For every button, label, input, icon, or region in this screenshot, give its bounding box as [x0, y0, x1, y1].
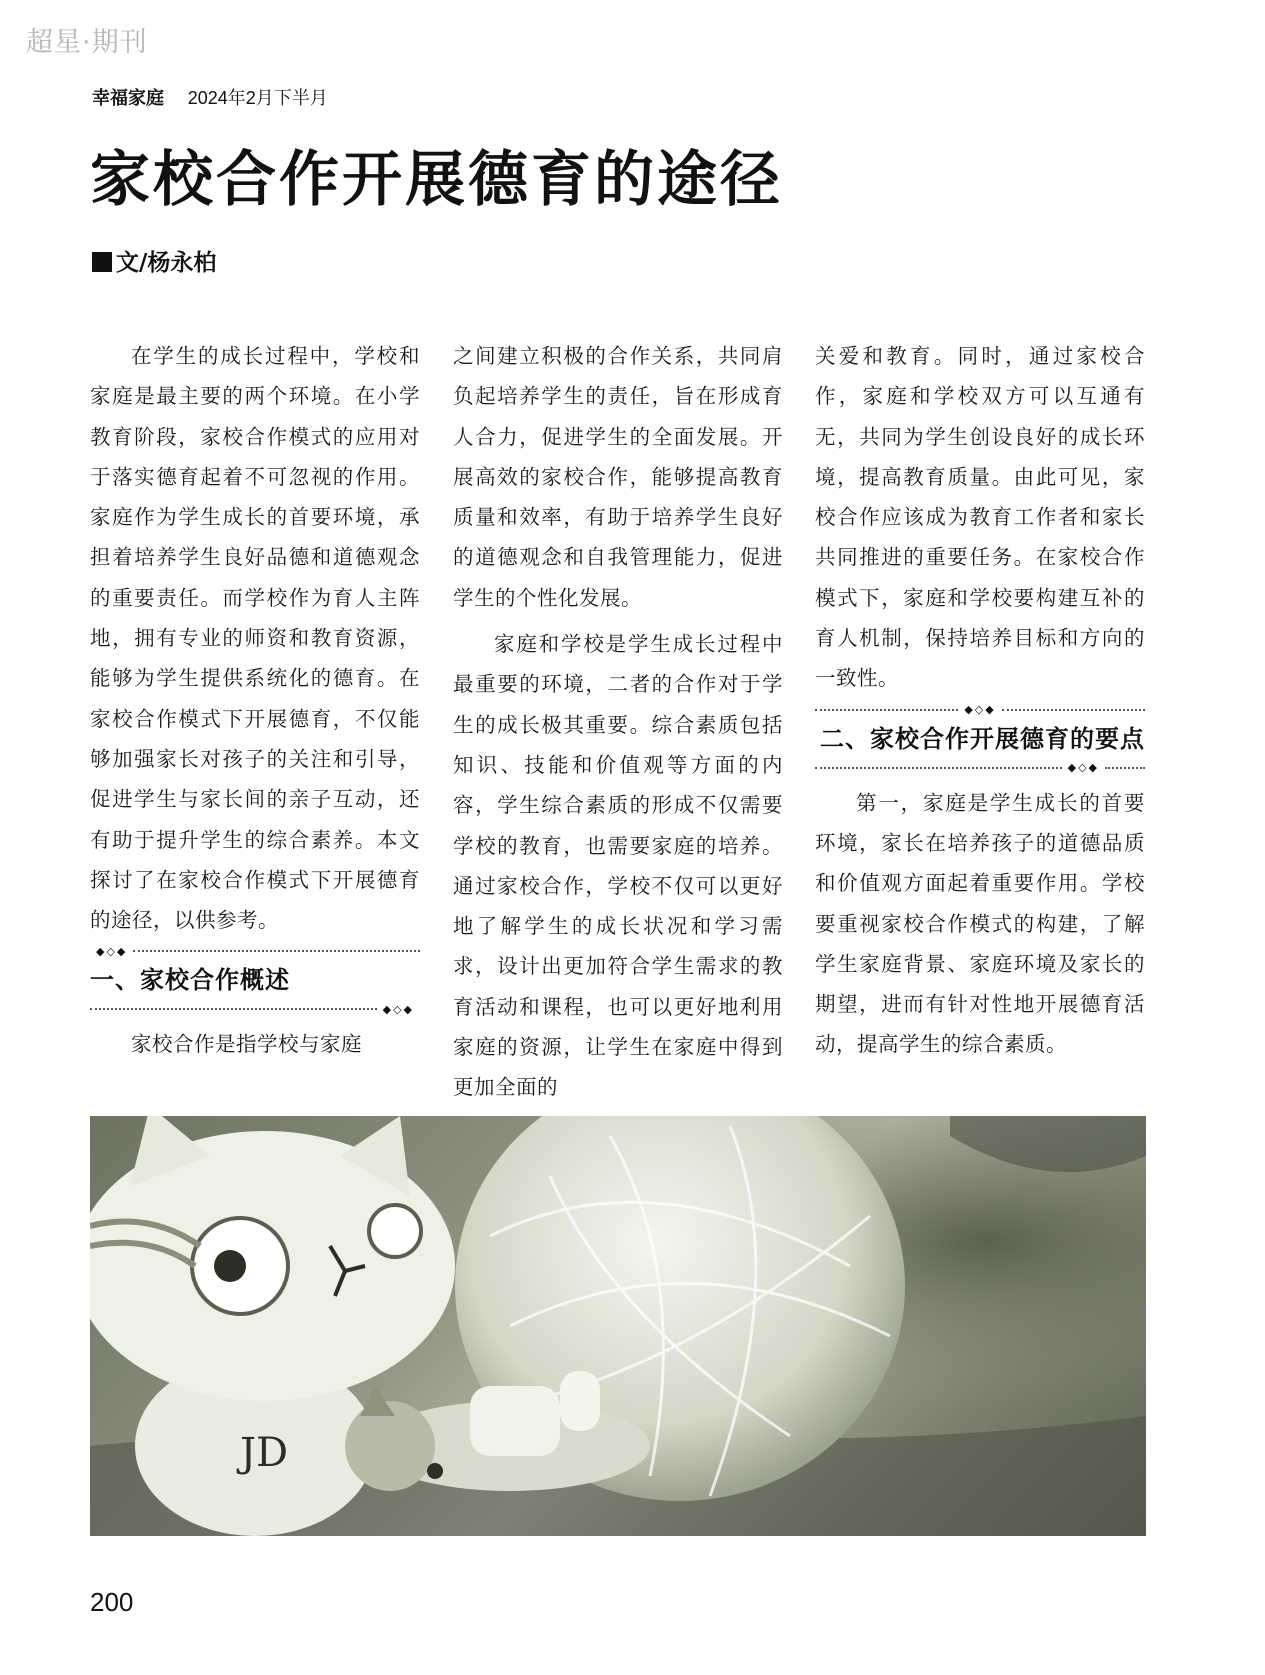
paragraph: 家校合作是指学校与家庭 [131, 1032, 362, 1057]
dotted-rule [90, 1008, 377, 1010]
column-2 [453, 336, 783, 1108]
paragraph: 关爱和教育。同时，通过家校合作，家庭和学校双方可以互通有无，共同为学生创设良好的成长环境，提高教育质量。由此可见，家校合作应该成为教育工作者和家长共同推进的重要任务。在家校合作模式下，家庭和学校要构建互补的育人机制，保持培养目标和方向的一致性。 [815, 344, 1145, 691]
diamond-ornament-icon: ◆◇◆ [1067, 761, 1099, 775]
column-3 [815, 336, 1145, 1065]
ornament-top [90, 942, 420, 960]
article-title: 家校合作开展德育的途径 [90, 145, 783, 215]
diamond-ornament-icon: ◆◇◆ [96, 944, 128, 958]
section-title: 一、家校合作概述 [90, 965, 290, 995]
byline-square-icon [92, 252, 112, 272]
watermark: 超星·期刊 [26, 27, 148, 58]
column-1 [90, 336, 420, 1065]
diamond-ornament-icon: ◆◇◆ [964, 703, 996, 717]
dotted-rule [815, 709, 958, 711]
ornament-bottom [815, 759, 1145, 777]
issue-date: 2024年2月下半月 [187, 88, 328, 108]
byline [92, 244, 216, 277]
dotted-rule [133, 950, 420, 952]
dotted-rule [1105, 767, 1145, 769]
ornament-bottom [90, 1000, 420, 1018]
section-heading-2 [815, 701, 1145, 777]
svg-text:JD: JD [240, 1430, 289, 1476]
paragraph: 家庭和学校是学生成长过程中最重要的环境，二者的合作对于学生的成长极其重要。综合素质包括知识、技能和价值观等方面的内容，学生综合素质的形成不仅需要学校的教育，也需要家庭的培养。通过家校合作，学校不仅可以更好地了解学生的成长状况和学习需求，设计出更加符合学生需求的教育活动和课程，也可以更好地利用家庭的资源，让学生在家庭中得到更加全面的 [453, 632, 783, 1100]
article-photo [90, 1116, 1146, 1536]
author: 文/杨永柏 [116, 250, 217, 276]
photo-illustration [90, 1116, 1146, 1536]
section-title: 二、家校合作开展德育的要点 [820, 723, 1145, 753]
paragraph: 之间建立积极的合作关系，共同肩负起培养学生的责任，旨在形成育人合力，促进学生的全面发展。开展高效的家校合作，能够提高教育质量和效率，有助于培养学生良好的道德观念和自我管理能力，促进学生的个性化发展。 [453, 344, 783, 610]
diamond-ornament-icon: ◆◇◆ [382, 1002, 414, 1016]
ornament-top [815, 701, 1145, 719]
magazine-name: 幸福家庭 [92, 88, 164, 109]
dotted-rule [1002, 709, 1145, 711]
paragraph: 在学生的成长过程中，学校和家庭是最主要的两个环境。在小学教育阶段，家校合作模式的应用对于落实德育起着不可忽视的作用。家庭作为学生成长的首要环境，承担着培养学生良好品德和道德观念的重要责任。而学校作为育人主阵地，拥有专业的师资和教育资源，能够为学生提供系统化的德育。在家校合作模式下开展德育，不仅能够加强家长对孩子的关注和引导，促进学生与家长间的亲子互动，还有助于提升学生的综合素养。本文探讨了在家校合作模式下开展德育的途径，以供参考。 [90, 344, 420, 933]
section-heading-1 [90, 942, 420, 1018]
running-header [92, 84, 328, 110]
dotted-rule [815, 767, 1062, 769]
page-number: 200 [90, 1587, 134, 1617]
paragraph: 第一，家庭是学生成长的首要环境，家长在培养孩子的道德品质和价值观方面起着重要作用。学校要重视家校合作模式的构建，了解学生家庭背景、家庭环境及家长的期望，进而有针对性地开展德育活动，提高学生的综合素质。 [815, 790, 1145, 1057]
